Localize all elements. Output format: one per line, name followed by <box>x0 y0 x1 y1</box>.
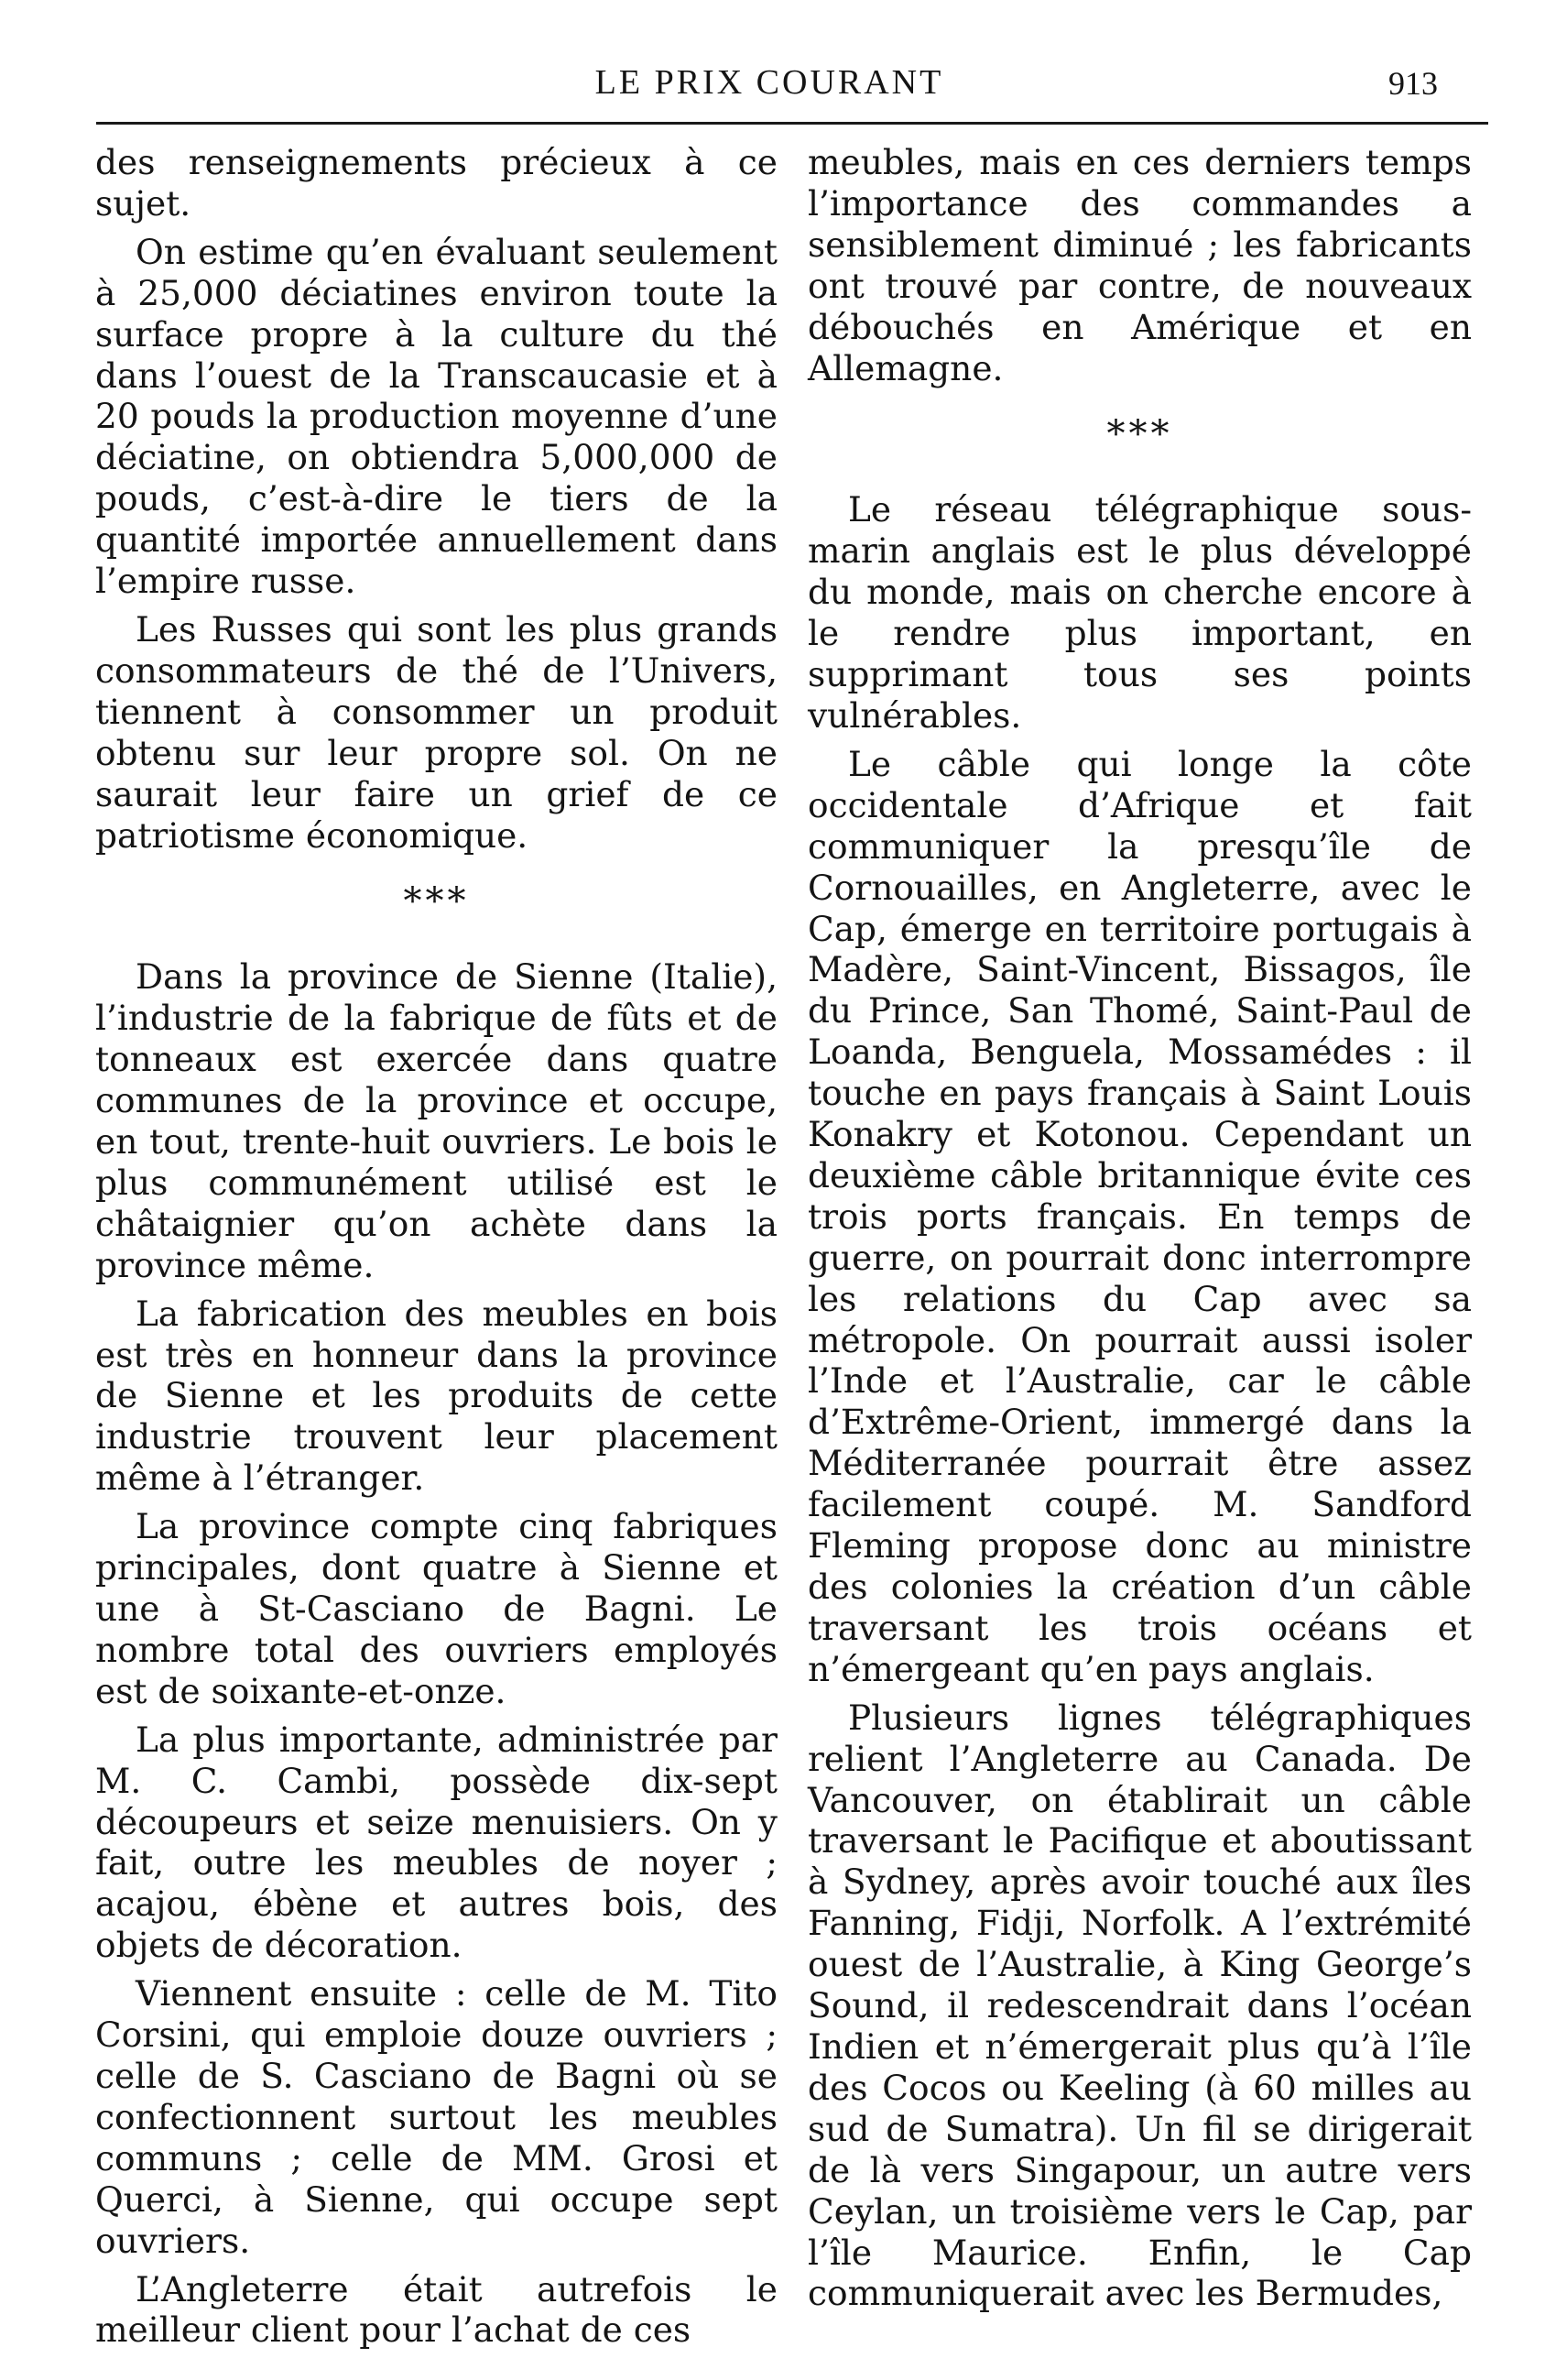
left-column <box>95 142 778 2358</box>
right-column <box>808 142 1472 2321</box>
paragraph: des renseignements précieux à ce sujet. <box>95 142 778 224</box>
paragraph: Les Russes qui sont les plus grands consommateurs de thé de l’Univers, tiennent à consommer un produit obtenu sur leur propre sol. On ne saurait leur faire un grief de ce patriotisme économique. <box>95 608 778 856</box>
paragraph: La province compte cinq fabriques principales, dont quatre à Sienne et une à St-Casciano de Bagni. Le nombre total des ouvriers employés est de soixante-et-onze. <box>95 1506 778 1711</box>
running-header <box>101 55 1438 110</box>
paragraph: La fabrication des meubles en bois est très en honneur dans la province de Sienne et les produits de cette industrie trouvent leur placement même à l’étranger. <box>95 1293 778 1499</box>
paragraph: La plus importante, administrée par M. C. Cambi, possède dix-sept découpeurs et seize menuisiers. On y fait, outre les meubles de noyer ; acajou, ébène et autres bois, des objets de décoration. <box>95 1719 778 1966</box>
paragraph: Viennent ensuite : celle de M. Tito Corsini, qui emploie douze ouvriers ; celle de S. Casciano de Bagni où se confectionnent surtout les meubles communs ; celle de MM. Grosi et Querci, à Sienne, qui occupe sept ouvriers. <box>95 1973 778 2261</box>
page-number: 913 <box>1388 65 1438 102</box>
paragraph: Le câble qui longe la côte occidentale d’Afrique et fait communiquer la presqu’île de Cornouailles, en Angleterre, avec le Cap, émerge en territoire portugais à Madère, Saint-Vincent, Bissagos, île du Prince, San Thomé, Saint-Paul de Loanda, Benguela, Mossamédes : il touche en pays français à Saint Louis Konakry et Kotonou. Cependant un deuxième câble britannique évite ces trois ports français. En temps de guerre, on pourrait donc interrompre les relations du Cap avec sa métropole. On pourrait aussi isoler l’Inde et l’Australie, car le câble d’Extrême-Orient, immergé dans la Méditerranée pourrait être assez facilement coupé. M. Sandford Fleming propose donc au ministre des colonies la création d’un câble traversant les trois océans et n’émergeant qu’en pays anglais. <box>808 743 1472 1689</box>
journal-title: LE PRIX COURANT <box>594 63 944 102</box>
section-ornament: *** <box>403 880 470 923</box>
paragraph: Plusieurs lignes télégraphiques relient l’Angleterre au Canada. De Vancouver, on établirait un câble traversant le Pacifique et aboutissant à Sydney, après avoir touché aux îles Fanning, Fidji, Norfolk. A l’extrémité ouest de l’Australie, à King George’s Sound, il redescendrait dans l’océan Indien et n’émergerait plus qu’à l’île des Cocos ou Keeling (à 60 milles au sud de Sumatra). Un fil se dirigerait de là vers Singapour, un autre vers Ceylan, un troisième vers le Cap, par l’île Maurice. Enfin, le Cap communiquerait avec les Bermudes, <box>808 1697 1472 2314</box>
paragraph: L’Angleterre était autrefois le meilleur client pour l’achat de ces <box>95 2268 778 2351</box>
paragraph: Le réseau télégraphique sous-marin anglais est le plus développé du monde, mais on cherche encore à le rendre plus important, en supprimant tous ses points vulnérables. <box>808 489 1472 736</box>
paragraph: Dans la province de Sienne (Italie), l’industrie de la fabrique de fûts et de tonneaux est exercée dans quatre communes de la province et occupe, en tout, trente-huit ouvriers. Le bois le plus communément utilisé est le châtaignier qu’on achète dans la province même. <box>95 956 778 1285</box>
header-rule <box>96 122 1488 125</box>
paragraph: On estime qu’en évaluant seulement à 25,000 déciatines environ toute la surface propre à la culture du thé dans l’ouest de la Transcaucasie et à 20 pouds la production moyenne d’une déciatine, on obtiendra 5,000,000 de pouds, c’est-à-dire le tiers de la quantité importée annuellement dans l’empire russe. <box>95 231 778 602</box>
paragraph: meubles, mais en ces derniers temps l’importance des commandes a sensiblement diminué ; les fabricants ont trouvé par contre, de nouveaux débouchés en Amérique et en Allemagne. <box>808 142 1472 388</box>
section-ornament: *** <box>1106 413 1173 456</box>
